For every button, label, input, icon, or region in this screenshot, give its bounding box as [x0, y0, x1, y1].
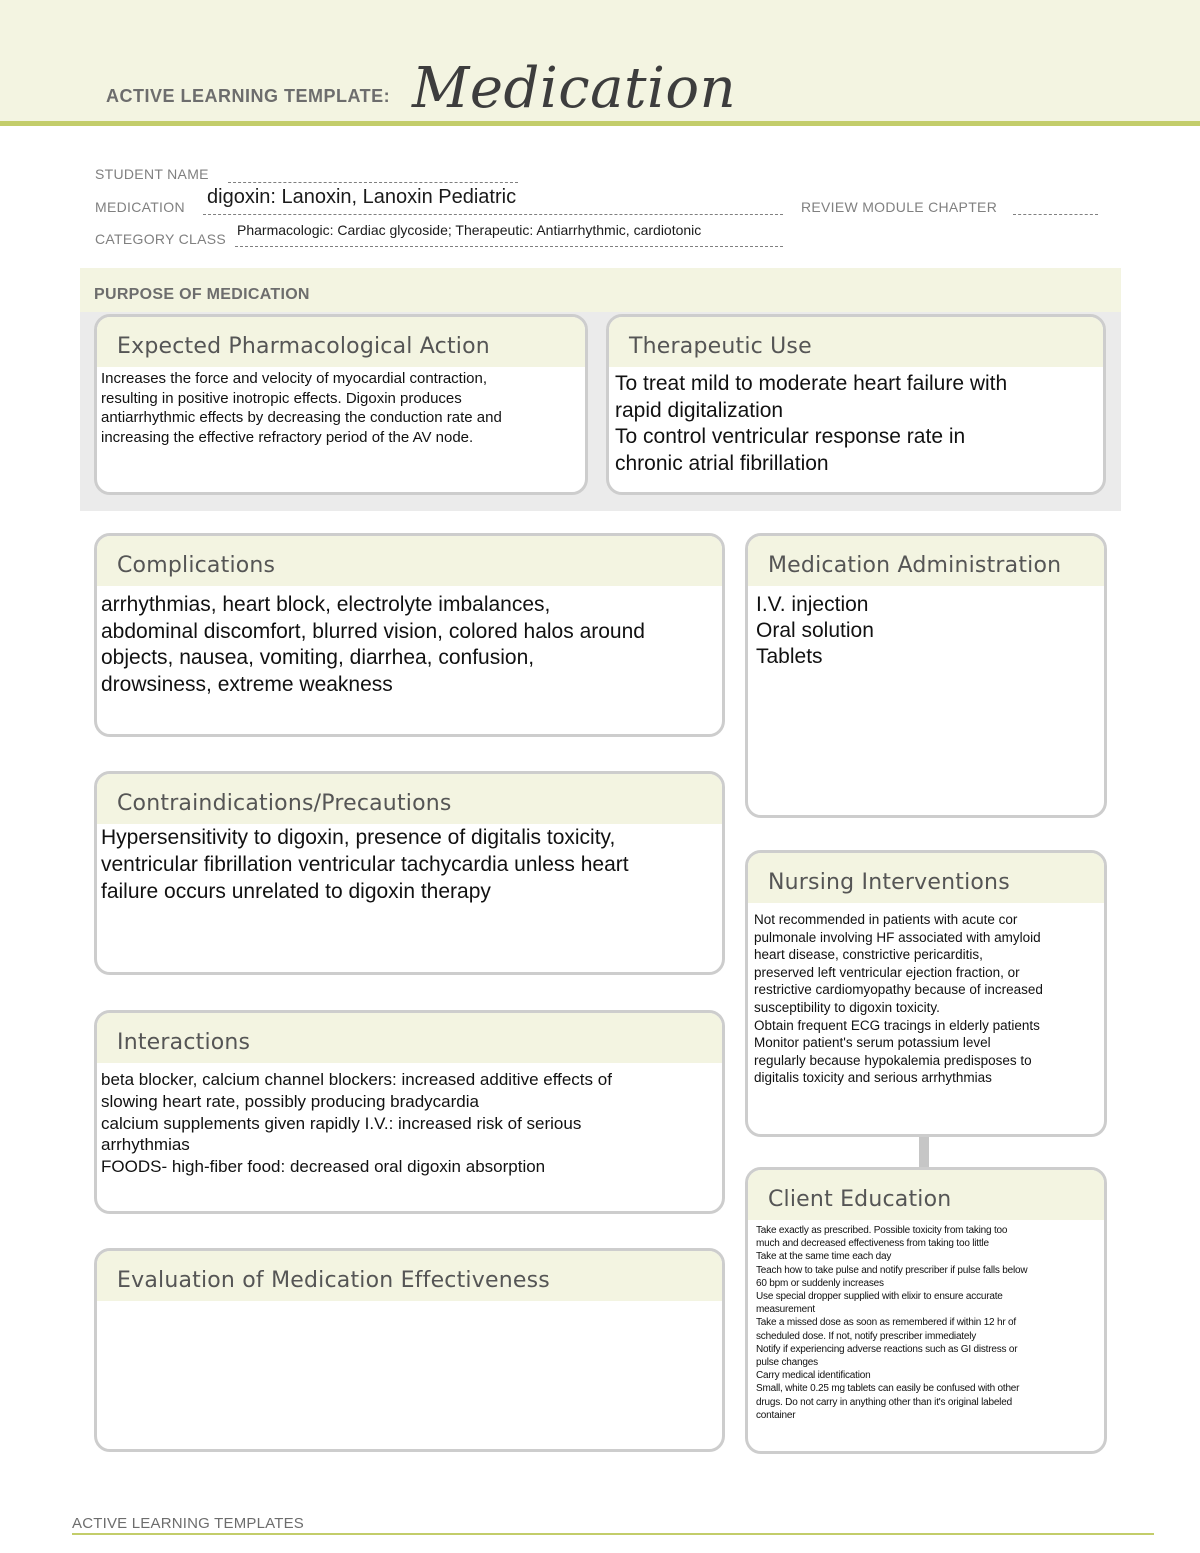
- text-line: Take a missed dose as soon as remembered if within 12 hr of: [756, 1317, 1017, 1329]
- text-line: restrictive cardiomyopathy because of increased: [754, 982, 1043, 998]
- therapeutic-use-text[interactable]: [609, 367, 1103, 477]
- medication-label: MEDICATION: [95, 199, 185, 215]
- text-line: container: [756, 1409, 796, 1421]
- text-line: abdominal discomfort, blurred vision, colored halos around: [101, 619, 645, 643]
- text-line: digitalis toxicity and serious arrhythmias: [754, 1070, 992, 1086]
- template-title: Medication: [412, 56, 737, 121]
- nursing-interventions-card: [745, 850, 1107, 1137]
- text-line: increasing the effective refractory period of the AV node.: [101, 428, 474, 446]
- text-line: Take at the same time each day: [756, 1251, 892, 1263]
- client-education-heading: Client Education: [748, 1170, 1104, 1220]
- text-line: resulting in positive inotropic effects. Digoxin produces: [101, 389, 462, 407]
- text-line: drowsiness, extreme weakness: [101, 672, 393, 696]
- footer-label: ACTIVE LEARNING TEMPLATES: [72, 1515, 304, 1532]
- complications-text[interactable]: [97, 586, 722, 698]
- text-line: measurement: [756, 1304, 815, 1316]
- template-label: ACTIVE LEARNING TEMPLATE:: [106, 86, 391, 106]
- medication-administration-text[interactable]: [748, 586, 1104, 670]
- footer-rule: [72, 1533, 1154, 1535]
- text-line: 60 bpm or suddenly increases: [756, 1277, 884, 1289]
- contraindications-card: [94, 771, 725, 975]
- text-line: beta blocker, calcium channel blockers: increased additive effects of: [101, 1070, 612, 1089]
- therapeutic-use-card: [606, 314, 1106, 495]
- text-line: Take exactly as prescribed. Possible toxicity from taking too: [756, 1225, 1008, 1236]
- medication-field-line: [203, 213, 783, 215]
- therapeutic-use-heading: Therapeutic Use: [609, 317, 1103, 367]
- text-line: arrhythmias: [101, 1135, 190, 1155]
- interactions-heading: Interactions: [97, 1013, 722, 1063]
- nursing-interventions-text[interactable]: [748, 903, 1104, 1087]
- text-line: drugs. Do not carry in anything other than it's original labeled: [756, 1396, 1012, 1408]
- interactions-text[interactable]: [97, 1063, 722, 1178]
- medication-value[interactable]: digoxin: Lanoxin, Lanoxin Pediatric: [207, 186, 517, 208]
- text-line: chronic atrial fibrillation: [615, 451, 829, 475]
- nursing-interventions-heading: Nursing Interventions: [748, 853, 1104, 903]
- evaluation-card: [94, 1248, 725, 1452]
- medication-administration-card: [745, 533, 1107, 818]
- text-line: Increases the force and velocity of myocardial contraction,: [101, 370, 488, 387]
- text-line: Obtain frequent ECG tracings in elderly patients: [754, 1017, 1040, 1033]
- text-line: Use special dropper supplied with elixir to ensure accurate: [756, 1291, 1003, 1303]
- text-line: objects, nausea, vomiting, diarrhea, confusion,: [101, 646, 535, 669]
- text-line: Monitor patient's serum potassium level: [754, 1035, 991, 1051]
- text-line: Tablets: [756, 645, 823, 668]
- text-line: Teach how to take pulse and notify prescriber if pulse falls below: [756, 1264, 1028, 1276]
- review-module-field[interactable]: [1013, 213, 1098, 215]
- text-line: To treat mild to moderate heart failure with: [615, 372, 1008, 395]
- text-line: rapid digitalization: [615, 398, 784, 422]
- review-module-label: REVIEW MODULE CHAPTER: [801, 199, 998, 215]
- text-line: Hypersensitivity to digoxin, presence of digitalis toxicity,: [101, 826, 616, 849]
- category-class-label: CATEGORY CLASS: [95, 231, 227, 247]
- text-line: I.V. injection: [756, 593, 869, 616]
- text-line: ventricular fibrillation ventricular tachycardia unless heart: [101, 853, 629, 876]
- text-line: Notify if experiencing adverse reactions such as GI distress or: [756, 1343, 1018, 1355]
- text-line: susceptibility to digoxin toxicity.: [754, 999, 940, 1015]
- text-line: Small, white 0.25 mg tablets can easily be confused with other: [756, 1383, 1020, 1395]
- text-line: calcium supplements given rapidly I.V.: increased risk of serious: [101, 1113, 582, 1133]
- text-line: slowing heart rate, possibly producing bradycardia: [101, 1091, 479, 1111]
- text-line: regularly because hypokalemia predisposes to: [754, 1052, 1032, 1068]
- text-line: Not recommended in patients with acute cor: [754, 912, 1018, 927]
- expected-action-heading: Expected Pharmacological Action: [97, 317, 585, 367]
- text-line: Oral solution: [756, 619, 874, 642]
- evaluation-text-area[interactable]: [97, 1301, 722, 1445]
- text-line: scheduled dose. If not, notify prescriber immediately: [756, 1330, 977, 1342]
- text-line: heart disease, constrictive pericarditis,: [754, 947, 983, 963]
- text-line: FOODS- high-fiber food: decreased oral digoxin absorption: [101, 1157, 546, 1177]
- contraindications-text[interactable]: [97, 824, 722, 905]
- text-line: Carry medical identification: [756, 1370, 871, 1382]
- category-class-field-line: [235, 245, 783, 247]
- medication-administration-heading: Medication Administration: [748, 536, 1104, 586]
- purpose-title: PURPOSE OF MEDICATION: [94, 286, 310, 303]
- connector-bar: [919, 1137, 929, 1167]
- expected-action-text[interactable]: [97, 367, 585, 447]
- evaluation-heading: Evaluation of Medication Effectiveness: [97, 1251, 722, 1301]
- contraindications-heading: Contraindications/Precautions: [97, 774, 722, 824]
- client-education-text[interactable]: [748, 1220, 1104, 1422]
- text-line: antiarrhythmic effects by decreasing the conduction rate and: [101, 409, 502, 426]
- text-line: pulse changes: [756, 1357, 818, 1369]
- complications-heading: Complications: [97, 536, 722, 586]
- text-line: pulmonale involving HF associated with amyloid: [754, 929, 1041, 945]
- student-name-label: STUDENT NAME: [95, 166, 209, 182]
- text-line: arrhythmias, heart block, electrolyte imbalances,: [101, 593, 551, 616]
- text-line: much and decreased effectiveness from taking too little: [756, 1238, 989, 1250]
- header-rule: [0, 121, 1200, 126]
- text-line: failure occurs unrelated to digoxin therapy: [101, 880, 491, 903]
- category-class-value[interactable]: Pharmacologic: Cardiac glycoside; Therapeutic: Antiarrhythmic, cardiotonic: [237, 222, 702, 238]
- complications-card: [94, 533, 725, 737]
- student-name-field[interactable]: [228, 181, 518, 183]
- interactions-card: [94, 1010, 725, 1214]
- expected-action-card: [94, 314, 588, 495]
- client-education-card: [745, 1167, 1107, 1454]
- text-line: preserved left ventricular ejection fraction, or: [754, 964, 1020, 980]
- text-line: To control ventricular response rate in: [615, 425, 966, 448]
